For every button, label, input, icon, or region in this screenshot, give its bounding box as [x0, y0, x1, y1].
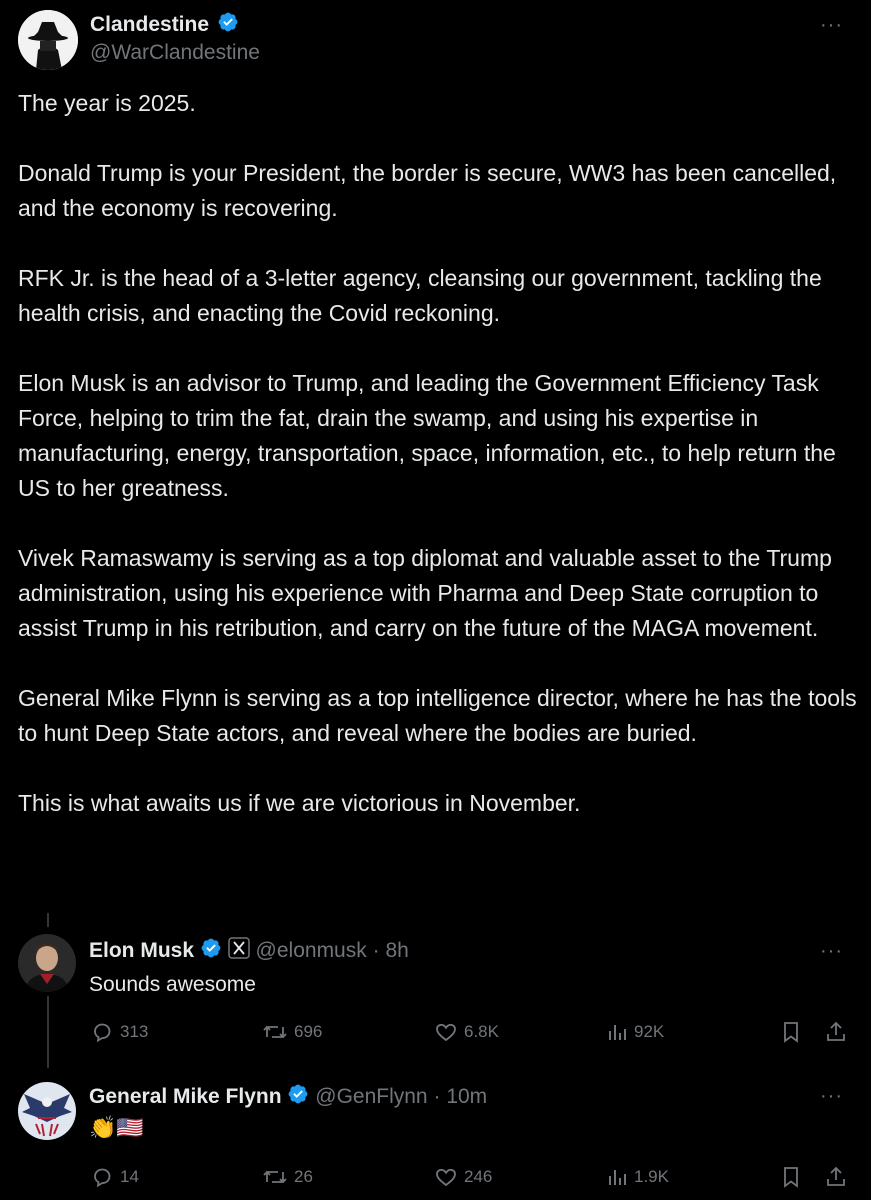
views-count: 92K — [634, 1022, 665, 1041]
thread-line — [47, 913, 49, 927]
repost-icon — [262, 1020, 288, 1044]
repost-button[interactable] — [262, 1020, 322, 1044]
views-icon — [606, 1165, 628, 1189]
like-count: 246 — [464, 1167, 493, 1186]
repost-count: 696 — [294, 1022, 323, 1041]
post-paragraph: General Mike Flynn is serving as a top intelligence director, where he has the tools to hunt Deep State actors, and reveal where the bodies are buried. — [18, 685, 857, 746]
reply-count: 313 — [120, 1022, 149, 1041]
bookmark-button[interactable] — [780, 1020, 802, 1044]
reply-header — [89, 937, 409, 966]
views-button[interactable] — [606, 1165, 669, 1189]
verified-badge-icon — [217, 11, 239, 40]
author-handle[interactable]: @WarClandestine — [90, 41, 260, 64]
separator-dot: · — [433, 1085, 441, 1109]
bookmark-icon — [780, 1020, 802, 1044]
x-affiliate-icon[interactable] — [228, 937, 250, 966]
more-icon[interactable]: ··· — [820, 1085, 843, 1107]
like-icon — [434, 1020, 458, 1044]
repost-icon — [262, 1165, 288, 1189]
verified-badge-icon — [200, 937, 222, 966]
reply-author-name[interactable]: Elon Musk — [89, 939, 195, 963]
share-icon — [825, 1165, 847, 1189]
reply-time[interactable]: 8h — [385, 939, 409, 963]
reply-author-handle[interactable]: @GenFlynn — [315, 1085, 428, 1109]
verified-badge-icon — [287, 1083, 309, 1112]
reply-text: 👏🇺🇸 — [89, 1115, 144, 1140]
reply-author-handle[interactable]: @elonmusk — [255, 939, 367, 963]
views-button[interactable] — [606, 1020, 664, 1044]
post-paragraph: Donald Trump is your President, the border is secure, WW3 has been cancelled, and the economy is recovering. — [18, 160, 837, 221]
like-button[interactable] — [434, 1020, 499, 1044]
post-paragraph: The year is 2025. — [18, 90, 196, 116]
share-button[interactable] — [825, 1165, 847, 1189]
reply-author-name[interactable]: General Mike Flynn — [89, 1085, 282, 1109]
post-paragraph: RFK Jr. is the head of a 3-letter agency, cleansing our government, tackling the health crisis, and enacting the Covid reckoning. — [18, 265, 822, 326]
reply-button[interactable] — [90, 1165, 139, 1189]
like-button[interactable] — [434, 1165, 492, 1189]
reply-button[interactable] — [90, 1020, 148, 1044]
more-icon[interactable]: ··· — [820, 940, 843, 962]
share-icon — [825, 1020, 847, 1044]
author-name[interactable]: Clandestine — [90, 13, 210, 37]
reply-text: Sounds awesome — [89, 973, 256, 996]
like-count: 6.8K — [464, 1022, 499, 1041]
reply-time[interactable]: 10m — [446, 1085, 488, 1109]
repost-button[interactable] — [262, 1165, 313, 1189]
reply-count: 14 — [120, 1167, 139, 1186]
post-text — [18, 86, 863, 856]
separator-dot: · — [372, 939, 380, 963]
share-button[interactable] — [825, 1020, 847, 1044]
general-mike-flynn-avatar[interactable] — [18, 1082, 76, 1140]
views-count: 1.9K — [634, 1167, 669, 1186]
elon-musk-avatar[interactable] — [18, 934, 76, 992]
thread-line — [47, 996, 49, 1068]
views-icon — [606, 1020, 628, 1044]
author-name-row — [90, 11, 239, 40]
reply-icon — [90, 1020, 114, 1044]
post-paragraph: Elon Musk is an advisor to Trump, and leading the Government Efficiency Task Force, helping to trim the fat, drain the swamp, and using his expertise in manufacturing, energy, transportation, space, information, etc., to help return the US to her greatness. — [18, 370, 836, 501]
bookmark-icon — [780, 1165, 802, 1189]
post-paragraph: This is what awaits us if we are victorious in November. — [18, 790, 581, 816]
repost-count: 26 — [294, 1167, 313, 1186]
post-paragraph: Vivek Ramaswamy is serving as a top diplomat and valuable asset to the Trump administration, using his experience with Pharma and Deep State corruption to assist Trump in his retribution, and carry on the future of the MAGA movement. — [18, 545, 832, 641]
like-icon — [434, 1165, 458, 1189]
reply-header — [89, 1083, 487, 1112]
reply-icon — [90, 1165, 114, 1189]
more-icon[interactable]: ··· — [820, 14, 843, 36]
bookmark-button[interactable] — [780, 1165, 802, 1189]
clandestine-avatar[interactable] — [18, 10, 78, 70]
